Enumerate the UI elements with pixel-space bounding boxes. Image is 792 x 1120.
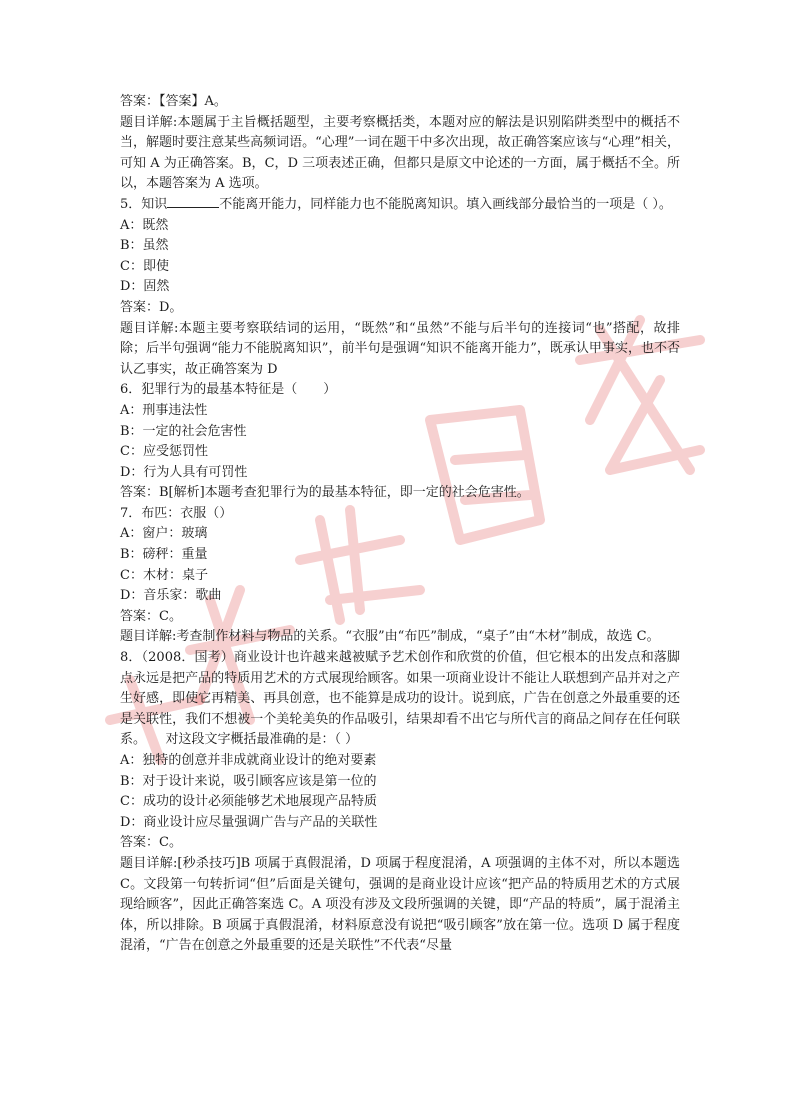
q8-option-b: B：对于设计来说，吸引顾客应该是第一位的 (120, 773, 377, 789)
q7-option-b: B：磅秤：重量 (120, 547, 208, 563)
q7-option-c: C：木材：桌子 (120, 567, 208, 583)
q5-answer: 答案：D。 (120, 299, 183, 315)
q7-explanation: 题目详解:考查制作材料与物品的关系。“衣服”由“布匹”制成，“桌子”由“木材”制成，故选 C。 (120, 629, 660, 645)
q8-explanation: 题目详解:[秒杀技巧]B 项属于真假混淆，D 项属于程度混淆，A 项强调的主体不对，所以本题选 C。文段第一句转折词“但”后面是关键句，强调的是商业设计应该“把产品的特质用艺术的方式展现给顾客”，因此正确答案选 C。A 项没有涉及文段所强调的关键，即“产品的特质”，属于混淆主体，所以排除。B 项属于真假混淆，材料原意没有说把“吸引顾客”放在第一位。选项 D 属于程度混淆，“广告在创意之外最重要的还是关联性”不代表“尽量 (120, 855, 680, 954)
q5-option-b: B：虽然 (120, 238, 169, 254)
q8-option-c: C：成功的设计必须能够艺术地展现产品特质 (120, 794, 377, 810)
fill-blank (167, 207, 219, 208)
q7-stem: 7．布匹：衣服（） (120, 505, 233, 521)
q8-stem: 8．（2008．国考）商业设计也许越来越被赋予艺术创作和欣赏的价值，但它根本的出发点和落脚点永远是把产品的特质用艺术的方式展现给顾客。如果一项商业设计不能让人联想到产品并对之产生好感，即使它再精美、再具创意，也不能算是成功的设计。说到底，广告在创意之外最重要的还是关联性，我们不想被一个美轮美奂的作品吸引，结果却看不出它与所代言的商品之间存在任何联系。 对这段文字概括最准确的是：（ ） (120, 650, 680, 748)
q7-option-a: A：窗户：玻璃 (120, 526, 208, 542)
q7-answer: 答案：C。 (120, 608, 182, 624)
q7-option-d: D：音乐家：歌曲 (120, 588, 222, 604)
q6-option-d: D：行为人具有可罚性 (120, 464, 248, 480)
q5-stem-start: 5．知识 (120, 196, 168, 212)
q5-explanation: 题目详解:本题主要考察联结词的运用，“既然”和“虽然”不能与后半句的连接词“也”搭配，故排除；后半句强调“能力不能脱离知识”，前半句是强调“知识不能离开能力”，既承认甲事实，也不否认乙事实，故正确答案为 D (120, 320, 680, 377)
q6-option-a: A：刑事违法性 (120, 402, 208, 418)
q6-stem: 6．犯罪行为的最基本特征是（ ） (120, 382, 337, 398)
q8-answer: 答案：C。 (120, 835, 182, 851)
q4-explanation: 题目详解:本题属于主旨概括题型，主要考察概括类，本题对应的解法是识别陷阱类型中的概括不当，解题时要注意某些高频词语。“心理”一词在题干中多次出现，故正确答案应该与“心理”相关，可知 A 为正确答案。B，C，D 三项表述正确，但都只是原文中论述的一方面，属于概括不全。所以，本题答案为 A 选项。 (120, 114, 680, 192)
q5-option-d: D：固然 (120, 279, 170, 295)
q8-option-d: D：商业设计应尽量强调广告与产品的关联性 (120, 814, 378, 830)
q5-stem-end: 不能离开能力，同样能力也不能脱离知识。填入画线部分最恰当的一项是（ ）。 (219, 196, 672, 212)
q5-option-a: A：既然 (120, 217, 169, 233)
q6-option-c: C：应受惩罚性 (120, 444, 208, 460)
q6-answer: 答案：B[解析]本题考查犯罪行为的最基本特征，即一定的社会危害性。 (120, 485, 530, 501)
q5-option-c: C：即使 (120, 258, 169, 274)
q6-option-b: B：一定的社会危害性 (120, 423, 247, 439)
document-body (120, 92, 680, 957)
q5-stem (120, 195, 680, 216)
q4-answer: 答案：【答案】A。 (120, 94, 227, 109)
q8-option-a: A：独特的创意并非成就商业设计的绝对要素 (120, 753, 377, 768)
